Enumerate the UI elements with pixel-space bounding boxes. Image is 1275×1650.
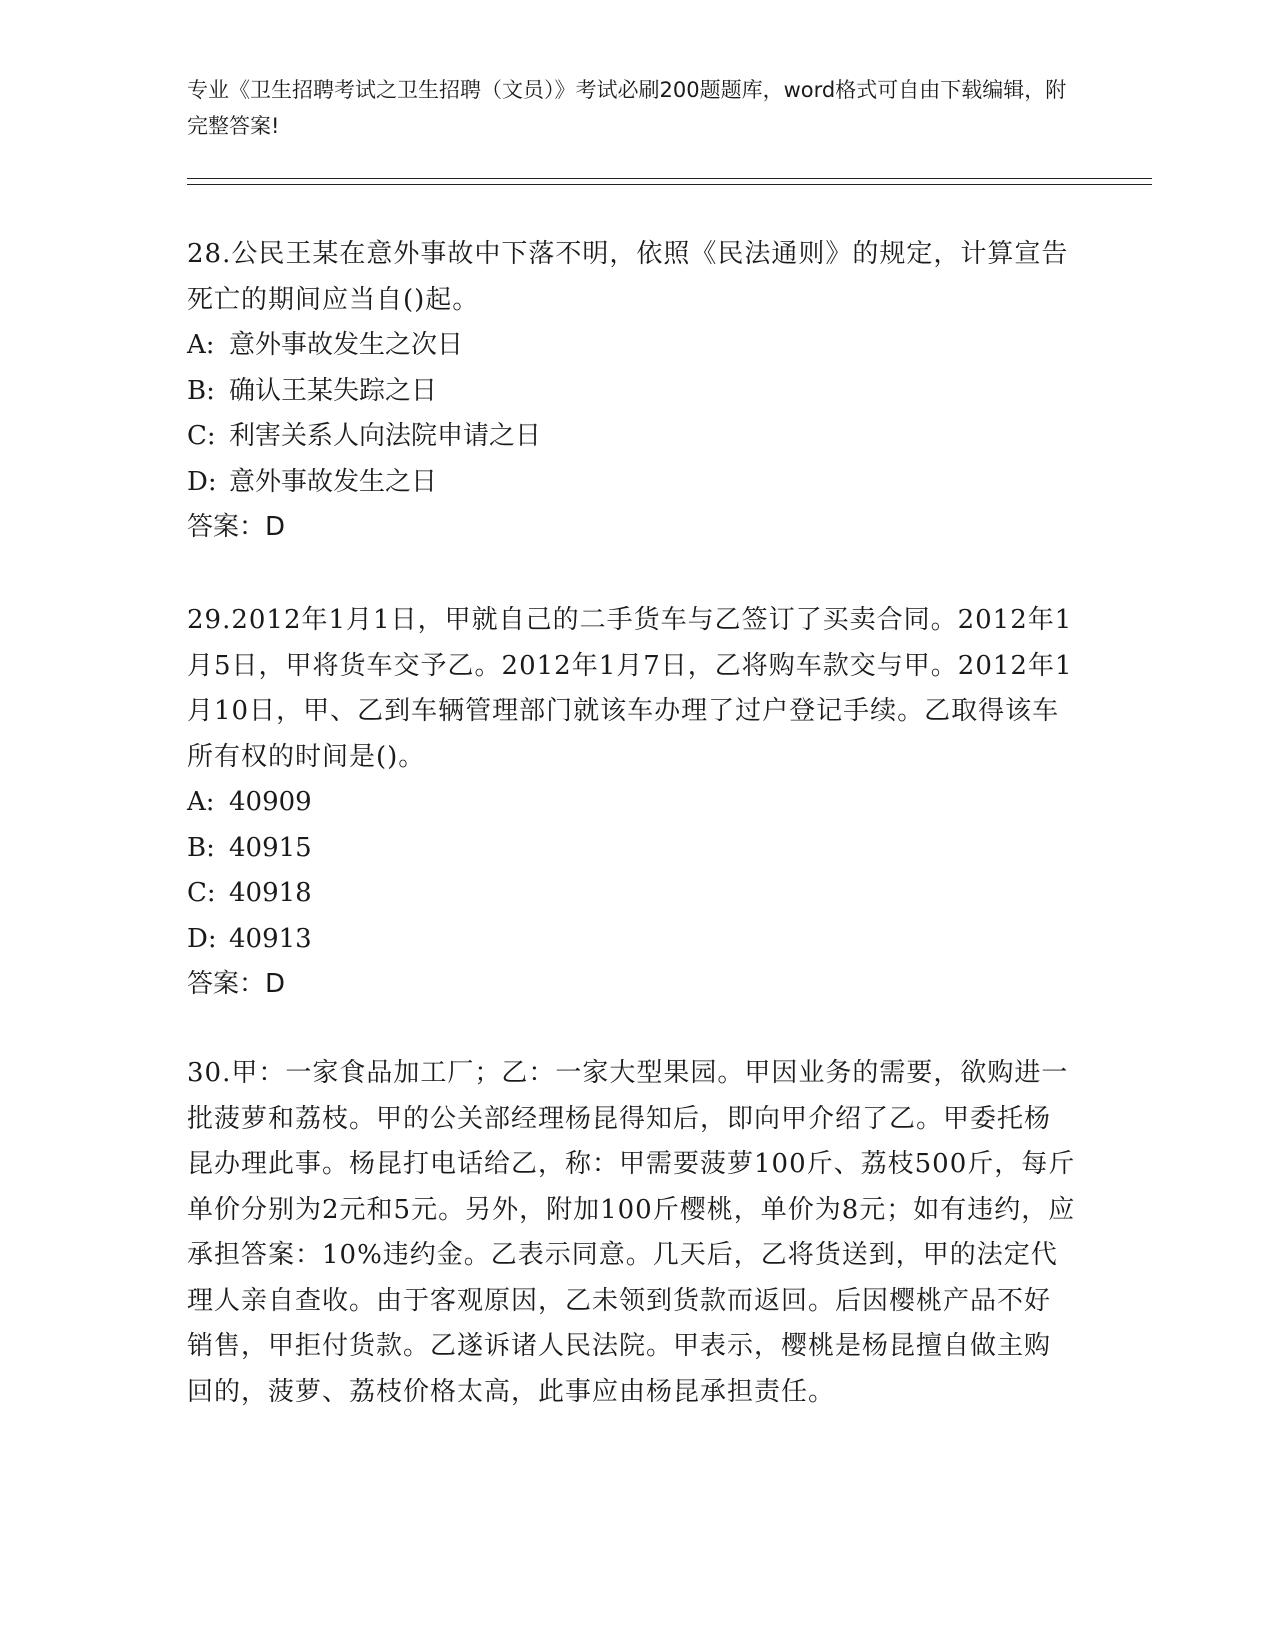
option-text: 40915	[229, 832, 312, 863]
option-text: 40918	[229, 878, 312, 908]
option-list	[187, 780, 1077, 962]
option-text: 40909	[229, 787, 312, 817]
option-key: B:	[187, 375, 215, 406]
document-header	[187, 72, 1067, 144]
header-intro-text: 专业《卫生招聘考试之卫生招聘（文员）》考试必刷200题题库，word格式可自由下载编辑，附完整答案!	[187, 78, 1067, 138]
option-c	[187, 871, 1077, 917]
option-list	[187, 323, 1077, 505]
header-divider-bottom	[187, 184, 1152, 185]
option-c	[187, 414, 1077, 460]
option-text: 40913	[229, 923, 312, 954]
option-text: 确认王某失踪之日	[229, 375, 438, 406]
question-stem: 29.2012年1月1日，甲就自己的二手货车与乙签订了买卖合同。2012年1月5日，甲将货车交予乙。2012年1月7日，乙将购车款交与甲。2012年1月10日，甲、乙到车辆管理部门就该车办理了过户登记手续。乙取得该车所有权的时间是()。	[187, 605, 1073, 772]
option-a	[187, 323, 1077, 369]
option-text: 意外事故发生之日	[229, 466, 438, 497]
option-key: D:	[187, 466, 217, 497]
question-30	[187, 1051, 1077, 1415]
question-29	[187, 598, 1077, 1008]
answer-line: 答案：D	[187, 512, 286, 542]
option-key: A:	[187, 330, 215, 360]
option-key: D:	[187, 923, 217, 954]
option-a	[187, 780, 1077, 826]
option-text: 意外事故发生之次日	[229, 330, 464, 360]
option-b	[187, 826, 1077, 872]
option-key: C:	[187, 878, 216, 908]
question-stem: 30.甲：一家食品加工厂；乙：一家大型果园。甲因业务的需要，欲购进一批菠萝和荔枝。甲的公关部经理杨昆得知后，即向甲介绍了乙。甲委托杨昆办理此事。杨昆打电话给乙，称：甲需要菠萝100斤、荔枝500斤，每斤单价分别为2元和5元。另外，附加100斤樱桃，单价为8元；如有违约，应承担答案：10%违约金。乙表示同意。几天后，乙将货送到，甲的法定代理人亲自查收。由于客观原因，乙未领到货款而返回。后因樱桃产品不好销售，甲拒付货款。乙遂诉诸人民法院。甲表示，樱桃是杨昆擅自做主购回的，菠萝、荔枝价格太高，此事应由杨昆承担责任。	[187, 1058, 1076, 1407]
option-key: A:	[187, 787, 215, 817]
option-b	[187, 369, 1077, 415]
question-stem: 28.公民王某在意外事故中下落不明，依照《民法通则》的规定，计算宣告死亡的期间应当自()起。	[187, 239, 1069, 315]
option-key: C:	[187, 421, 216, 451]
option-d	[187, 917, 1077, 963]
option-key: B:	[187, 832, 215, 863]
question-28	[187, 232, 1077, 551]
header-divider-top	[187, 178, 1152, 179]
option-text: 利害关系人向法院申请之日	[229, 421, 542, 451]
option-d	[187, 460, 1077, 506]
answer-line: 答案：D	[187, 969, 286, 999]
